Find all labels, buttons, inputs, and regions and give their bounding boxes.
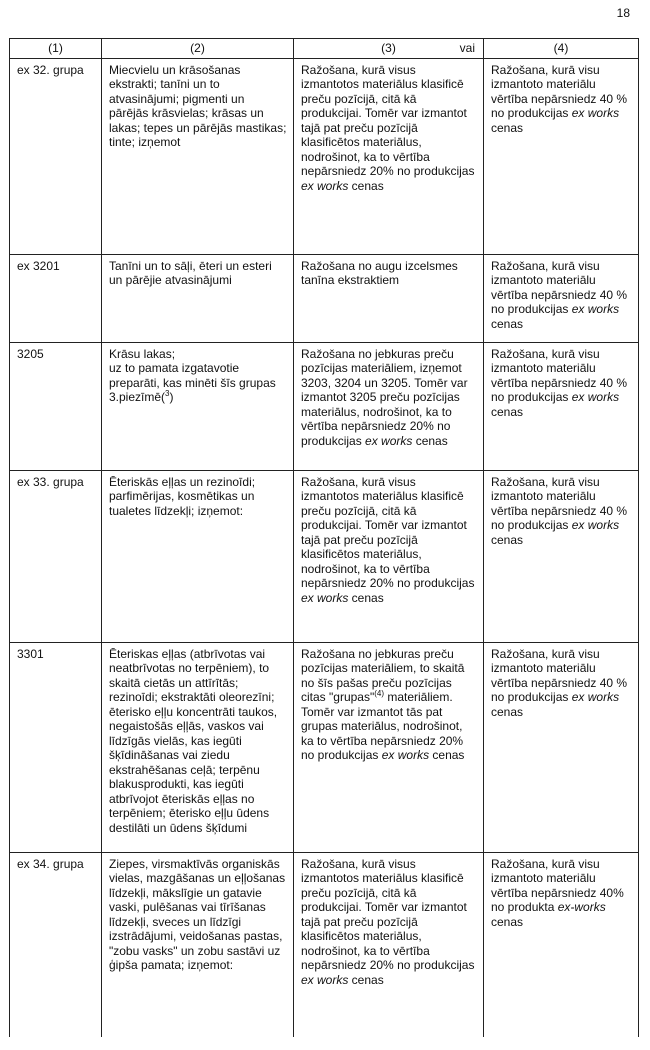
row-rule-3: Ražošana no augu izcelsmes tanīna ekstraktiem	[294, 254, 484, 342]
row-rule-4: Ražošana, kurā visu izmantoto materiālu vērtība nepārsniedz 40 % no produkcijas ex works cenas	[484, 342, 639, 470]
row-rule-4: Ražošana, kurā visu izmantoto materiālu vērtība nepārsniedz 40 % no produkcijas ex works cenas	[484, 642, 639, 852]
table-row	[10, 58, 639, 254]
row-rule-3: Ražošana no jebkuras preču pozīcijas materiāliem, to skaitā no šīs pašas preču pozīcijas citas "grupas"$^{(4)}$ materiāliem. Tomēr var izmantot tās pat grupas materiālus, nodrošinot, ka to vērtība nepārsniedz 20% no produkcijas ex works cenas	[294, 642, 484, 852]
row-code: ex 3201	[10, 254, 102, 342]
rules-table	[9, 38, 639, 1037]
row-code: 3301	[10, 642, 102, 852]
row-description: Ēteriskās eļļas un rezinoīdi; parfimērijas, kosmētikas un tualetes līdzekļi; izņemot:	[102, 470, 294, 642]
table-row	[10, 642, 639, 852]
row-description: Ziepes, virsmaktīvās organiskās vielas, mazgāšanas un eļļošanas līdzekļi, mākslīgie un gatavie vaski, pulēšanas vai tīrīšanas līdzekļi, sveces un līdzīgi izstrādājumi, veidošanas pastas, "zobu vasks" un zobu sastāvi uz ģipša pamata; izņemot:	[102, 852, 294, 1037]
header-vai: vai	[459, 41, 475, 55]
row-description: Ēteriskas eļļas (atbrīvotas vai neatbrīvotas no terpēniem), to skaitā cietās un attīrītās; rezinoīdi; ekstraktāti oleorezīni; ēterisko eļļu koncentrāti taukos, negaistošās eļļās, vaskos vai līdzīgās vielās, kas iegūti šķīdināšanas vai ziedu ekstrahēšanas ceļā; terpēnu blakusprodukti, kas iegūti atbrīvojot ēteriskās eļļas no terpēniem; ēterisko eļļu ūdens destilāti un ūdens šķīdumi	[102, 642, 294, 852]
row-rule-4: Ražošana, kurā visu izmantoto materiālu vērtība nepārsniedz 40 % no produkcijas ex works cenas	[484, 470, 639, 642]
row-code: ex 34. grupa	[10, 852, 102, 1037]
row-rule-3: Ražošana, kurā visus izmantotos materiālus klasificē preču pozīcijā, citā kā produkcijai. Tomēr var izmantot tajā pat preču pozīcijā klasificētos materiālus, nodrošinot, ka to vērtība nepārsniedz 20% no produkcijas ex works cenas	[294, 470, 484, 642]
table-row	[10, 470, 639, 642]
header-col-1: (1)	[10, 39, 102, 59]
row-code: 3205	[10, 342, 102, 470]
row-description: Miecvielu un krāsošanas ekstrakti; tanīni un to atvasinājumi; pigmenti un pārējās krāsvielas; krāsas un lakas; tepes un pārējās mastikas; tinte; izņemot	[102, 58, 294, 254]
table-row	[10, 852, 639, 1037]
row-rule-4: Ražošana, kurā visu izmantoto materiālu vērtība nepārsniedz 40 % no produkcijas ex works cenas	[484, 254, 639, 342]
row-description: Tanīni un to sāļi, ēteri un esteri un pārējie atvasinājumi	[102, 254, 294, 342]
row-code: ex 32. grupa	[10, 58, 102, 254]
header-col-3-label: (3)	[381, 41, 396, 55]
table-header-row	[10, 39, 639, 59]
table-row	[10, 254, 639, 342]
header-col-4: (4)	[484, 39, 639, 59]
row-rule-4: Ražošana, kurā visu izmantoto materiālu vērtība nepārsniedz 40% no produkta ex-works cenas	[484, 852, 639, 1037]
table-row	[10, 342, 639, 470]
row-rule-4: Ražošana, kurā visu izmantoto materiālu vērtība nepārsniedz 40 % no produkcijas ex works cenas	[484, 58, 639, 254]
header-col-3	[294, 39, 484, 59]
row-rule-3: Ražošana no jebkuras preču pozīcijas materiāliem, izņemot 3203, 3204 un 3205. Tomēr var izmantot 3205 preču pozīcijas materiālus, nodrošinot, ka to vērtība nepārsniedz 20% no produkcijas ex works cenas	[294, 342, 484, 470]
row-rule-3: Ražošana, kurā visus izmantotos materiālus klasificē preču pozīcijā, citā kā produkcijai. Tomēr var izmantot tajā pat preču pozīcijā klasificētos materiālus, nodrošinot, ka to vērtība nepārsniedz 20% no produkcijas ex works cenas	[294, 852, 484, 1037]
row-rule-3: Ražošana, kurā visus izmantotos materiālus klasificē preču pozīcijā, citā kā produkcijai. Tomēr var izmantot tajā pat preču pozīcijā klasificētos materiālus, nodrošinot, ka to vērtība nepārsniedz 20% no produkcijas ex works cenas	[294, 58, 484, 254]
page-number: 18	[616, 6, 630, 20]
row-code: ex 33. grupa	[10, 470, 102, 642]
row-description: Krāsu lakas; uz to pamata izgatavotie preparāti, kas minēti šīs grupas 3.piezīmē($^3$)	[102, 342, 294, 470]
header-col-2: (2)	[102, 39, 294, 59]
